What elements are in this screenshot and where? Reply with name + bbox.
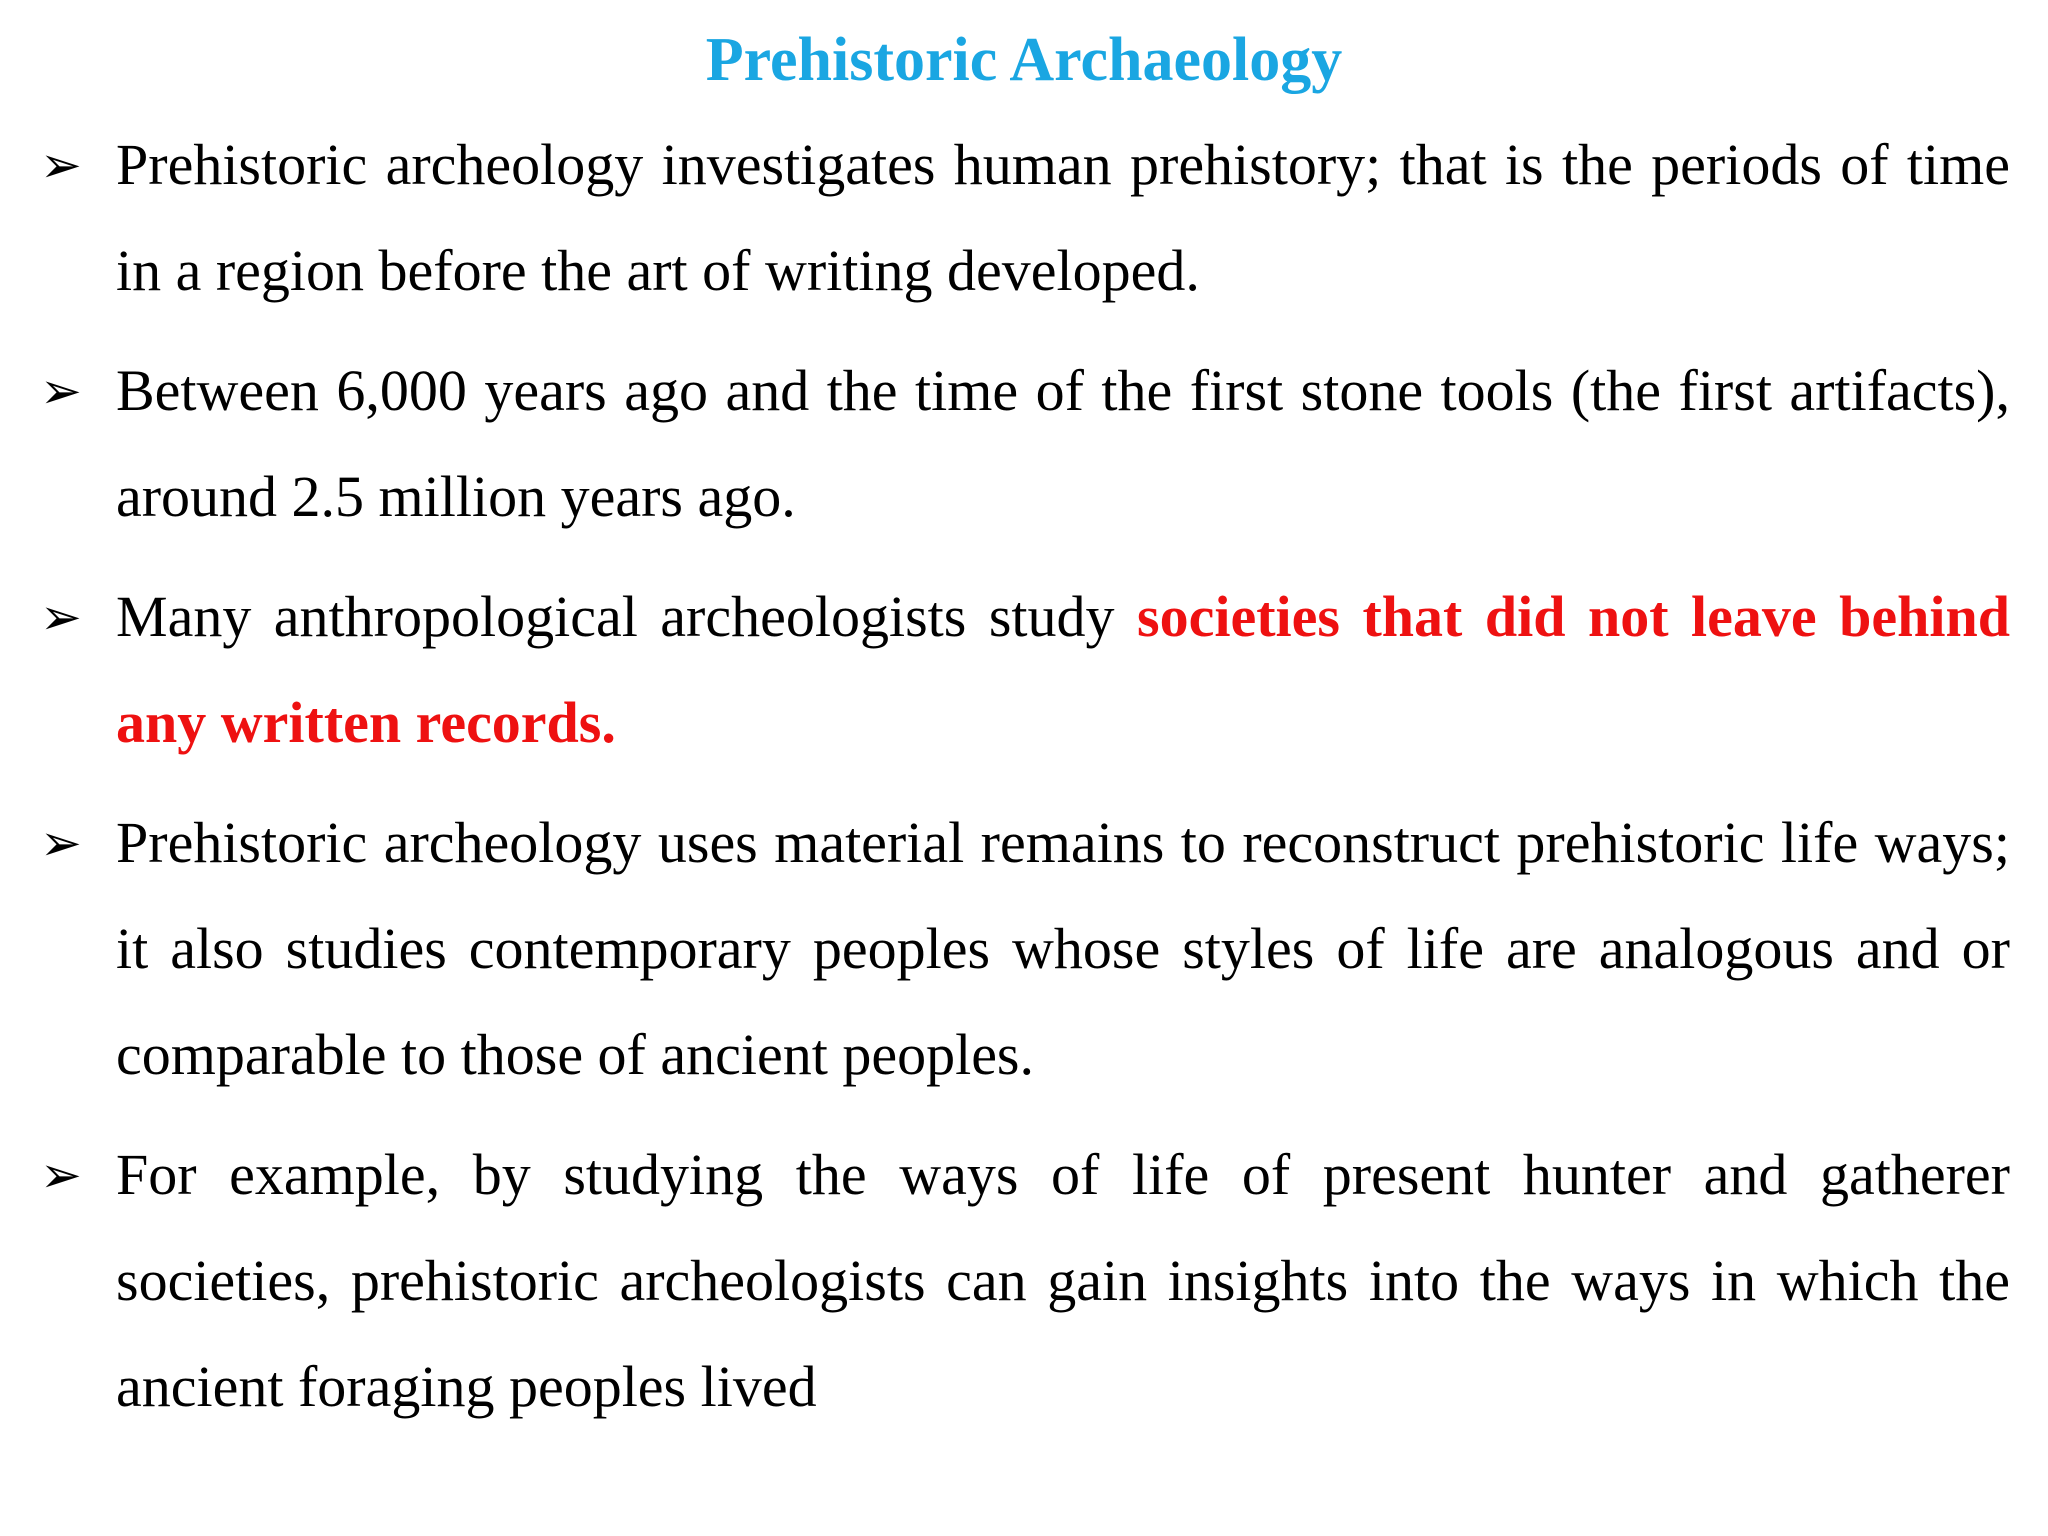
bullet-text: Many anthropological archeologists study	[116, 584, 1138, 649]
highlighted-text: societies that did not leave behind any written records.	[116, 584, 2010, 755]
bullet-item-5	[40, 1122, 2010, 1440]
bullet-list	[40, 112, 2010, 1454]
arrowhead-bullet-icon: ➢	[40, 136, 82, 194]
bullet-item-3	[40, 564, 2010, 776]
bullet-text: Prehistoric archeology uses material remains to reconstruct prehistoric life ways; it also studies contemporary peoples whose styles of life are analogous and or comparable to those of ancient peoples.	[116, 810, 2010, 1087]
arrowhead-bullet-icon: ➢	[40, 1146, 82, 1204]
bullet-item-4	[40, 790, 2010, 1108]
bullet-text: Between 6,000 years ago and the time of the first stone tools (the first artifacts), around 2.5 million years ago.	[116, 358, 2010, 529]
arrowhead-bullet-icon: ➢	[40, 814, 82, 872]
arrowhead-bullet-icon: ➢	[40, 588, 82, 646]
bullet-text: For example, by studying the ways of life of present hunter and gatherer societies, prehistoric archeologists can gain insights into the ways in which the ancient foraging peoples lived	[116, 1142, 2010, 1419]
bullet-item-1	[40, 112, 2010, 324]
bullet-text: Prehistoric archeology investigates human prehistory; that is the periods of time in a region before the art of writing developed.	[116, 132, 2010, 303]
arrowhead-bullet-icon: ➢	[40, 362, 82, 420]
bullet-item-2	[40, 338, 2010, 550]
slide-title: Prehistoric Archaeology	[705, 26, 1343, 94]
